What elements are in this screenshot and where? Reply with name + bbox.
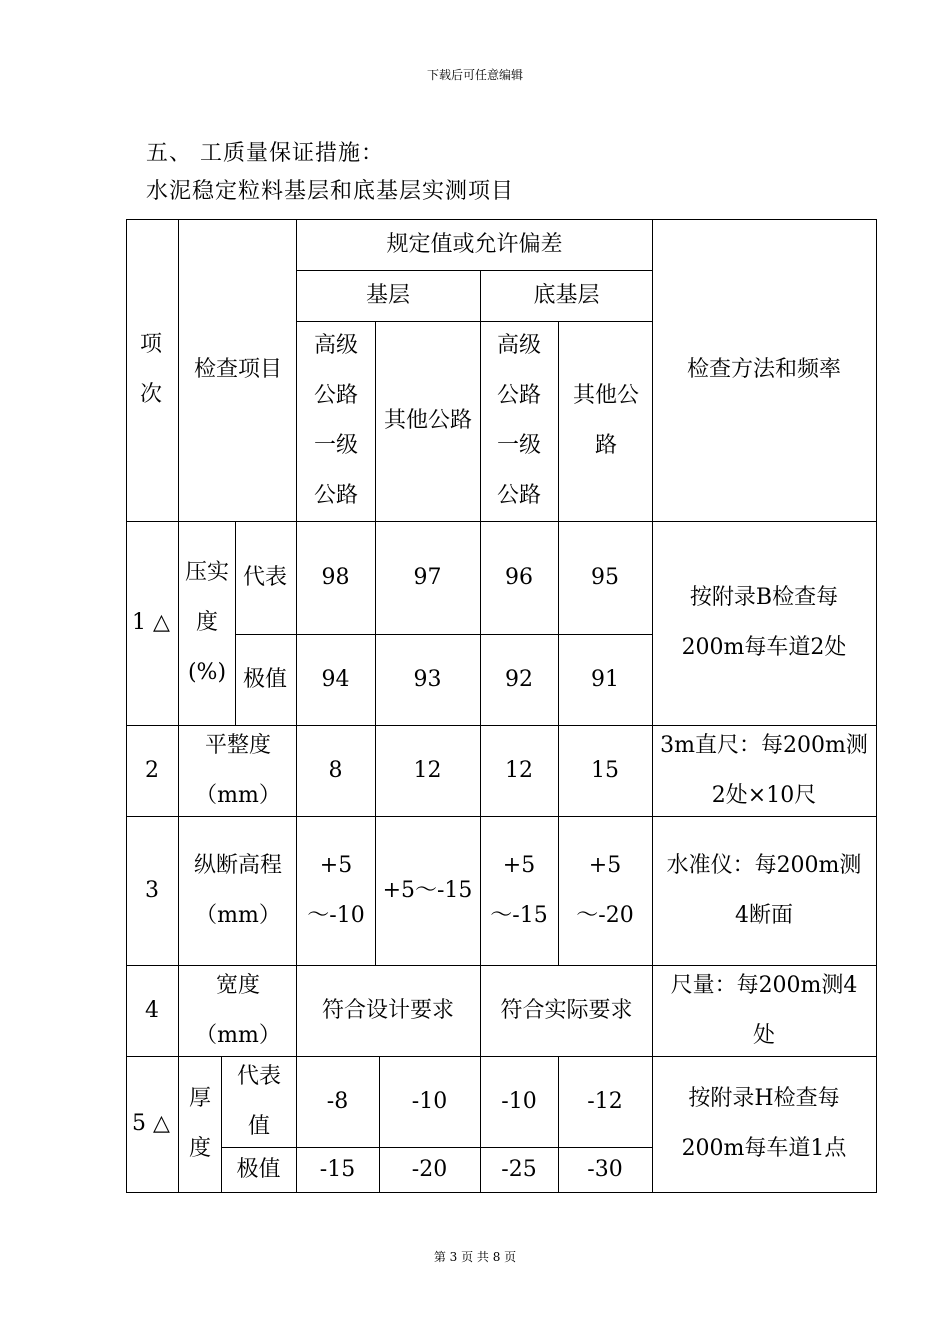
row5-method: 按附录H检查每200m每车道1点 xyxy=(681,1086,847,1161)
row4-subbase-req: 符合实际要求 xyxy=(500,997,633,1023)
table-border-right xyxy=(876,219,877,1193)
row3-no: 3 xyxy=(145,877,159,903)
header-method: 检查方法和频率 xyxy=(686,357,841,382)
row5-item: 厚度 xyxy=(188,1086,211,1161)
row5-val: -30 xyxy=(587,1156,623,1182)
header-base-other: 其他公路 xyxy=(383,408,472,433)
row1-item: 压实度(%) xyxy=(184,560,229,685)
row5-val: -15 xyxy=(319,1156,356,1182)
row2-item: 平整度（mm） xyxy=(195,732,281,808)
row3-val: +5～-15 xyxy=(382,877,473,903)
row1-val: 97 xyxy=(413,564,442,590)
row1-sub-extreme: 极值 xyxy=(242,666,287,692)
table-grid-line xyxy=(178,219,179,1193)
row5-sub-extreme: 极值 xyxy=(236,1156,281,1182)
header-subbase-other: 其他公路 xyxy=(572,383,639,458)
row1-val: 91 xyxy=(591,666,619,692)
header-note: 下载后可任意编辑 xyxy=(426,68,523,82)
row3-method: 水准仪：每200m测4断面 xyxy=(666,852,862,928)
row1-val: 93 xyxy=(413,666,442,692)
row1-val: 98 xyxy=(321,564,350,590)
row1-val: 95 xyxy=(591,564,619,590)
table-title: 水泥稳定粒料基层和底基层实测项目 xyxy=(146,179,515,204)
row5-val: -12 xyxy=(587,1088,623,1114)
row3-item: 纵断高程（mm） xyxy=(193,852,282,928)
header-base: 基层 xyxy=(365,282,410,308)
row5-val: -8 xyxy=(326,1088,349,1114)
header-subbase: 底基层 xyxy=(533,282,600,308)
row3-val: +5～-15 xyxy=(490,852,548,928)
header-check-item: 检查项目 xyxy=(193,357,282,382)
row5-val: -20 xyxy=(411,1156,448,1182)
row1-val: 94 xyxy=(321,666,350,692)
table-grid-line xyxy=(235,521,236,726)
row1-sub-representative: 代表 xyxy=(242,564,287,590)
row2-val: 12 xyxy=(505,757,533,783)
row4-method: 尺量：每200m测4处 xyxy=(670,972,858,1048)
row4-item: 宽度（mm） xyxy=(195,972,281,1048)
row3-val: +5～-20 xyxy=(576,852,634,928)
row1-method: 按附录B检查每200m每车道2处 xyxy=(681,585,847,660)
header-item-no: 项次 xyxy=(139,332,162,407)
row5-no: 5 △ xyxy=(132,1111,170,1136)
row5-sub-representative: 代表值 xyxy=(236,1063,281,1139)
row5-val: -10 xyxy=(411,1088,448,1114)
row2-method: 3m直尺：每200m测2处×10尺 xyxy=(660,732,868,808)
footer-note: 第 3 页 共 8 页 xyxy=(433,1250,517,1264)
row1-val: 96 xyxy=(505,564,533,590)
header-base-highway: 高级公路一级公路 xyxy=(313,333,358,508)
row1-no: 1 △ xyxy=(132,610,170,635)
row4-no: 4 xyxy=(145,997,159,1023)
header-spec-group: 规定值或允许偏差 xyxy=(386,231,563,257)
row2-val: 12 xyxy=(413,757,442,783)
row5-val: -10 xyxy=(501,1088,537,1114)
row2-no: 2 xyxy=(145,757,159,783)
row2-val: 15 xyxy=(591,757,619,783)
header-subbase-highway: 高级公路一级公路 xyxy=(496,333,541,508)
section-title: 五、 工质量保证措施： xyxy=(146,141,384,166)
row4-base-req: 符合设计要求 xyxy=(321,997,454,1023)
row2-val: 8 xyxy=(328,757,343,783)
row3-val: +5～-10 xyxy=(307,852,365,928)
row5-val: -25 xyxy=(501,1156,537,1182)
row1-val: 92 xyxy=(505,666,533,692)
